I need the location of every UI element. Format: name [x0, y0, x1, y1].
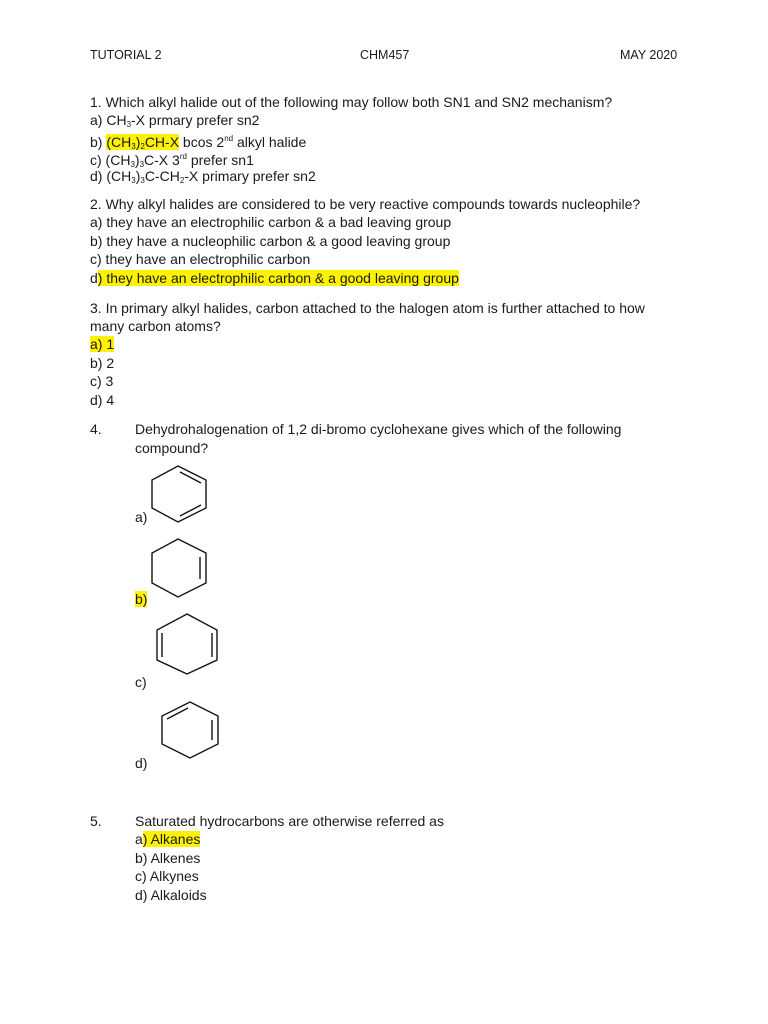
q4-option-b-label [135, 590, 147, 608]
q2-option-a: a) they have an electrophilic carbon & a bad leaving group [90, 214, 452, 230]
q4-option-a-label: a) [135, 509, 148, 525]
q5-option-c: c) Alkynes [135, 868, 199, 884]
q5-number: 5. [90, 813, 102, 829]
q1-option-b: b) $(CH_3)_2CH-X$ bcos 2nd alkyl halide [90, 134, 307, 151]
q3-question-line2: many carbon atoms? [90, 318, 221, 334]
q3-option-b: b) 2 [90, 355, 115, 371]
q2-option-d: d) they have an electrophilic carbon & a good leaving group [90, 270, 459, 286]
q4-question-line2: compound? [135, 440, 209, 456]
header-left: TUTORIAL 2 [90, 48, 162, 62]
q5-question: Saturated hydrocarbons are otherwise referred as [135, 813, 444, 829]
q4-answer-highlight: b) [135, 591, 148, 607]
q3-option-d: d) 4 [90, 392, 115, 408]
q4-option-c-label: c) [135, 674, 147, 690]
header-center: CHM457 [360, 48, 410, 62]
q1-option-c: c) $(CH_3)_3C-X$ 3rd prefer sn1 [90, 152, 254, 169]
q1-question: 1. Which alkyl halide out of the following may follow both SN1 and SN2 mechanism? [90, 94, 613, 110]
q3-question-line1: 3. In primary alkyl halides, carbon attached to the halogen atom is further attached to how [90, 300, 645, 316]
header-right: MAY 2020 [620, 48, 678, 62]
q4-question-line1: Dehydrohalogenation of 1,2 di-bromo cyclohexane gives which of the following [135, 421, 622, 437]
q3-answer-highlight: a) 1 [90, 336, 115, 352]
q4-structure-d [160, 700, 222, 760]
q5-option-a: a) Alkanes [135, 831, 201, 847]
q4-number: 4. [90, 421, 102, 437]
q1-option-d: d) $(CH_3)_3C-CH_2-X$ primary prefer sn2 [90, 168, 316, 185]
q2-option-c: c) they have an electrophilic carbon [90, 251, 311, 267]
q4-option-d-label: d) [135, 755, 148, 771]
q2-question: 2. Why alkyl halides are considered to be very reactive compounds towards nucleophile? [90, 196, 641, 212]
q2-option-b: b) they have a nucleophilic carbon & a good leaving group [90, 233, 451, 249]
q4-structure-a [150, 464, 212, 524]
q3-option-a [90, 335, 114, 353]
q5-option-b: b) Alkenes [135, 850, 201, 866]
q4-structure-c [155, 612, 221, 674]
q1-answer-highlight: $(CH_3)_2CH-X$ [106, 134, 180, 151]
q5-option-d: d) Alkaloids [135, 887, 207, 903]
q1-option-a: a) $CH_3-X$ prmary prefer sn2 [90, 112, 260, 129]
q4-structure-b [150, 537, 212, 599]
q2-answer-highlight: ) they have an electrophilic carbon & a good leaving group [97, 270, 459, 286]
q5-answer-highlight: ) Alkanes [142, 831, 201, 847]
q3-option-c: c) 3 [90, 373, 114, 389]
